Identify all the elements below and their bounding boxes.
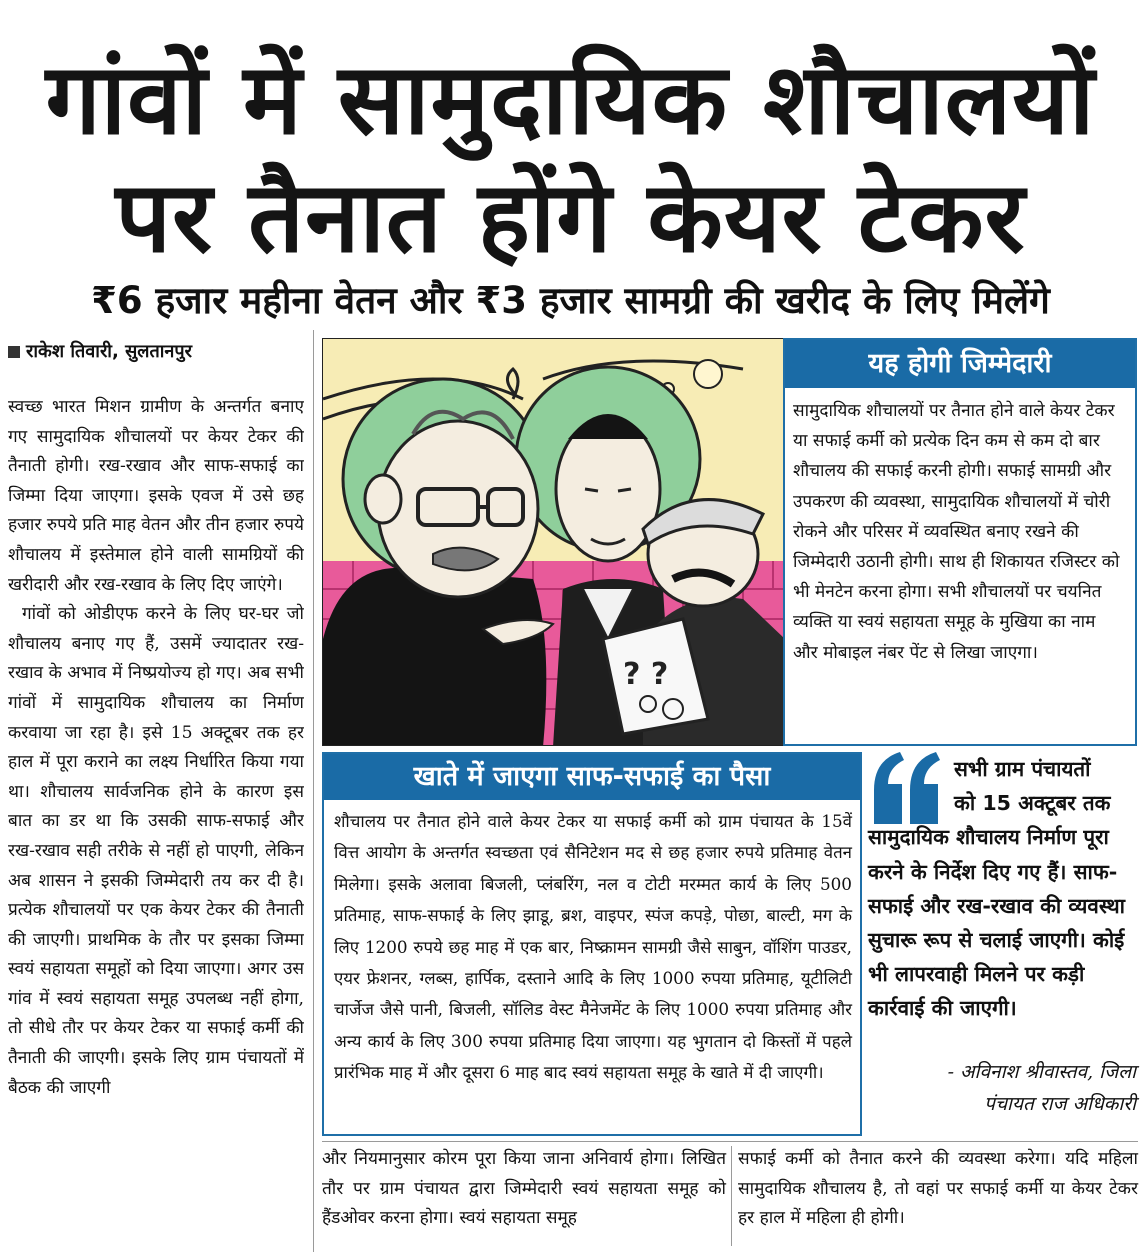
subheadline: ₹6 हजार महीना वेतन और ₹3 हजार सामग्री की खरीद के लिए मिलेंगे: [91, 279, 1050, 322]
headline-line-2: पर तैनात होंगे केयर टेकर: [115, 161, 1026, 275]
official-quote: [866, 752, 1138, 1136]
funds-box-text: शौचालय पर तैनात होने वाले केयर टेकर या सफाई कर्मी को ग्राम पंचायत के 15वें वित्त आयोग के अन्तर्गत स्वच्छता एवं सैनिटेशन मद से छह हजार रुपये प्रतिमाह वेतन मिलेगा। इसके अलावा बिजली, प्लंबरिंग, नल व टोटी मरम्मत कार्य के लिए 500 प्रतिमाह, साफ-सफाई के लिए झाडू, ब्रश, वाइपर, स्पंज कपड़े, पोछा, बाल्टी, मग के लिए 1200 रुपये छह माह में एक बार, निष्क्रामन सामग्री जैसे साबुन, वॉशिंग पाउडर, एयर फ्रेशनर, ग्लब्स, हार्पिक, दस्ताने आदि के लिए 1000 रुपया प्रतिमाह, यूटीलिटी चार्जेज जैसे पानी, बिजली, सॉलिड वेस्ट मैनेजमेंट के लिए 1000 रुपया प्रतिमाह और अन्य कार्य के लिए 300 रुपया प्रतिमाह दिया जाएगा। यह भुगतान दो किस्तों में पहले प्रारंभिक माह में और दूसरा 6 माह बाद स्वयं सहायता समूह के खाते में दी जाएगी।: [334, 811, 852, 1083]
quote-line-1: सभी ग्राम पंचायतों: [954, 757, 1091, 781]
column-divider-bottom: [731, 1146, 732, 1246]
article-body-right-column: सफाई कर्मी को तैनात करने की व्यवस्था करेगा। यदि महिला सामुदायिक शौचालय है, तो वहां पर सफाई कर्मी या केयर टेकर हर हाल में महिला ही होगी।: [738, 1149, 1138, 1229]
sign-question-marks: ? ?: [623, 657, 669, 692]
quote-attribution-line-2: पंचायत राज अधिकारी: [984, 1093, 1136, 1115]
quote-attribution: [866, 1056, 1136, 1120]
section-divider: [322, 1141, 1138, 1142]
body-paragraph-1: स्वच्छ भारत मिशन ग्रामीण के अन्तर्गत बनाए गए सामुदायिक शौचालयों पर केयर टेकर की तैनाती होगी। रख-रखाव और साफ-सफाई का जिम्मा दिया जाएगा। इसके एवज में उसे छह हजार रुपये प्रति माह वेतन और तीन हजार रुपये शौचालय में इस्तेमाल होने वाली सामग्रियों की खरीदारी और रख-रखाव के लिए दिए जाएंगे।: [8, 397, 304, 595]
byline: [8, 340, 192, 364]
cartoon-illustration: [322, 338, 784, 746]
article-body-left-column: [8, 393, 304, 1245]
funds-box-title: खाते में जाएगा साफ-सफाई का पैसा: [324, 754, 860, 800]
quote-attribution-line-1: - अविनाश श्रीवास्तव, जिला: [947, 1061, 1136, 1083]
cartoon-svg: [323, 339, 784, 746]
responsibility-box-text: सामुदायिक शौचालयों पर तैनात होने वाले केयर टेकर या सफाई कर्मी को प्रत्येक दिन कम से कम दो बार शौचालय की सफाई करनी होगी। सफाई सामग्री और उपकरण की व्यवस्था, सामुदायिक शौचालयों में चोरी रोकने और परिसर में व्यवस्थित बनाए रखने की जिम्मेदारी उठानी होगी। साथ ही शिकायत रजिस्टर को भी मेनटेन करना होगा। सभी शौचालयों पर चयनित व्यक्ति या स्वयं सहायता समूह के मुखिया का नाम और मोबाइल नंबर पेंट से लिखा जाएगा।: [793, 401, 1120, 663]
quote-rest: सामुदायिक शौचालय निर्माण पूरा करने के निर्देश दिए गए हैं। साफ-सफाई और रख-रखाव की व्यवस्था सुचारू रूप से चलाई जाएगी। कोई भी लापरवाही मिलने पर कड़ी कार्रवाई की जाएगी।: [868, 825, 1125, 1021]
quote-line-2: को 15 अक्टूबर तक: [954, 791, 1111, 816]
headline-line-1: गांवों में सामुदायिक शौचालयों: [45, 43, 1096, 157]
responsibility-box: [783, 338, 1137, 746]
quote-text: [868, 752, 1136, 1026]
column-divider: [313, 330, 314, 1252]
funds-box: [322, 752, 862, 1136]
byline-square-icon: [8, 346, 20, 358]
body-paragraph-2: गांवों को ओडीएफ करने के लिए घर-घर जो शौचालय बनाए गए हैं, उसमें ज्यादातर रख-रखाव के अभाव में निष्प्रयोज्य हो गए। अब सभी गांवों में सामुदायिक शौचालय का निर्माण करवाया जा रहा है। इसे 15 अक्टूबर तक हर हाल में पूरा कराने का लक्ष्य निर्धारित किया गया था। शौचालय सार्वजनिक होने के कारण इस बात का डर था कि उसकी साफ-सफाई और रख-रखाव सही तरीके से नहीं हो पाएगी, लेकिन अब शासन ने इसकी जिम्मेदारी तय कर दी है। प्रत्येक शौचालयों पर एक केयर टेकर की तैनाती की जाएगी। प्राथमिक के तौर पर इसका जिम्मा स्वयं सहायता समूहों को दिया जाएगा। अगर उस गांव में स्वयं सहायता समूह उपलब्ध नहीं होगा, तो सीधे तौर पर केयर टेकर या सफाई कर्मी की तैनाती की जाएगी। इसके लिए ग्राम पंचायतों में बैठक की जाएगी: [8, 604, 304, 1098]
article-body-middle-column: और नियमानुसार कोरम पूरा किया जाना अनिवार्य होगा। लिखित तौर पर ग्राम पंचायत द्वारा जिम्मेदारी स्वयं सहायता समूह को हैंडओवर करना होगा। स्वयं सहायता समूह: [322, 1149, 726, 1229]
responsibility-box-title: यह होगी जिम्मेदारी: [785, 340, 1135, 388]
byline-text: राकेश तिवारी, सुलतानपुर: [26, 341, 192, 362]
